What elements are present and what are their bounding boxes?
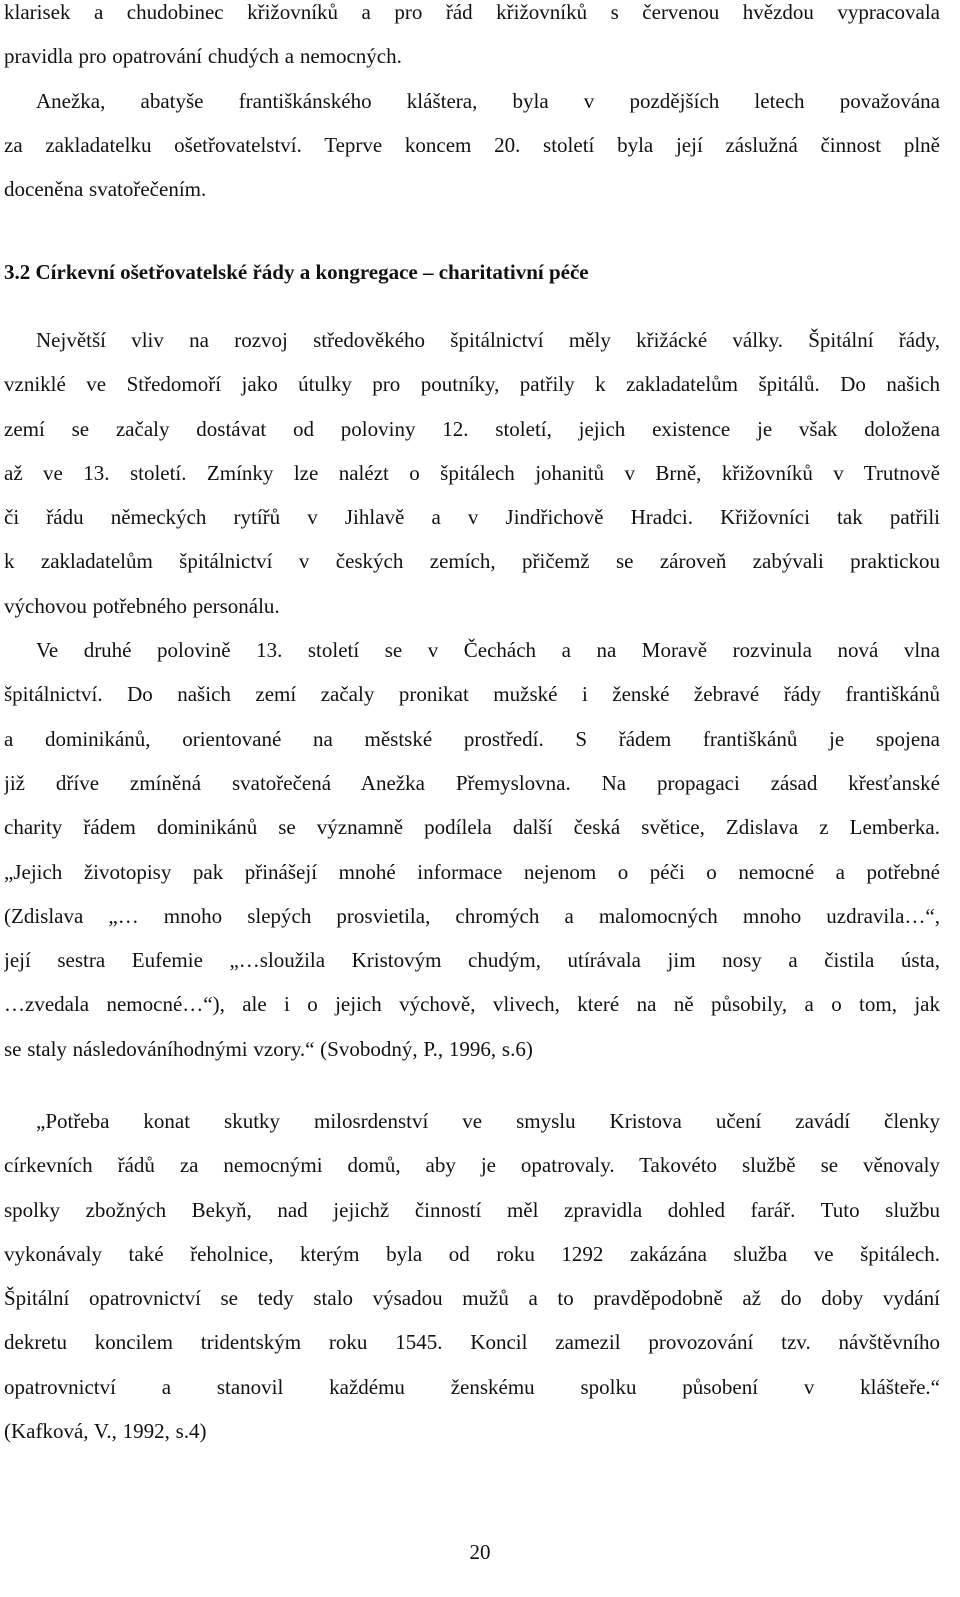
- text-line: Ve druhé polovině 13. století se v Čechách a na Moravě rozvinula nová vlna: [36, 638, 940, 663]
- paragraph-2: [4, 79, 940, 212]
- text-line: Anežka, abatyše františkánského kláštera, byla v pozdějších letech považována: [36, 88, 940, 113]
- page-number: 20: [469, 1540, 491, 1564]
- text-line: za zakladatelku ošetřovatelství. Teprve koncem 20. století byla její záslužná činnost plně: [4, 132, 940, 157]
- text-line: (Zdislava „… mnoho slepých prosvietila, chromých a malomocných mnoho uzdravila…“,: [4, 903, 940, 928]
- text-line: pravidla pro opatrování chudých a nemocných.: [4, 44, 402, 69]
- paragraph-1: [4, 0, 940, 79]
- paragraph-3: [4, 318, 940, 628]
- section-heading: 3.2 Církevní ošetřovatelské řády a kongregace – charitativní péče: [4, 260, 589, 284]
- text-line: již dříve zmíněná svatořečená Anežka Přemyslovna. Na propagaci zásad křesťanské: [4, 770, 940, 795]
- text-line: …zvedala nemocné…“), ale i o jejich výchově, vlivech, které na ně působily, a o tom, jak: [4, 992, 940, 1017]
- text-line: charity řádem dominikánů se významně podílela další česká světice, Zdislava z Lemberka.: [4, 815, 940, 840]
- text-line: vykonávaly také řeholnice, kterým byla od roku 1292 zakázána služba ve špitálech.: [4, 1241, 940, 1266]
- text-line: její sestra Eufemie „…sloužila Kristovým chudým, utírávala jim nosy a čistila ústa,: [4, 948, 940, 973]
- text-line: klarisek a chudobinec křižovníků a pro řád křižovníků s červenou hvězdou vypracovala: [4, 0, 940, 24]
- text-line: až ve 13. století. Zmínky lze nalézt o špitálech johanitů v Brně, křižovníků v Trutnově: [4, 460, 940, 485]
- text-line: špitálnictví. Do našich zemí začaly pronikat mužské i ženské žebravé řády františkánů: [4, 682, 940, 707]
- quote-section: [4, 1099, 940, 1453]
- text-line: k zakladatelům špitálnictví v českých zemích, přičemž se zároveň zabývali praktickou: [4, 549, 940, 574]
- text-line: se staly následováníhodnými vzory.“ (Svobodný, P., 1996, s.6): [4, 1036, 533, 1061]
- body-section: [4, 318, 940, 1071]
- text-line: opatrovnictví a stanovil každému ženskému spolku působení v klášteře.“: [4, 1374, 940, 1399]
- text-line: „Potřeba konat skutky milosrdenství ve smyslu Kristova učení zavádí členky: [36, 1109, 940, 1133]
- intro-section: [4, 0, 940, 211]
- text-line: (Kafková, V., 1992, s.4): [4, 1419, 207, 1444]
- text-line: výchovou potřebného personálu.: [4, 593, 280, 618]
- text-line: a dominikánů, orientované na městské prostředí. S řádem františkánů je spojena: [4, 726, 940, 751]
- text-line: Největší vliv na rozvoj středověkého špitálnictví měly křižácké války. Špitální řády,: [36, 328, 940, 352]
- paragraph-5: [4, 1099, 940, 1453]
- text-line: dekretu koncilem tridentským roku 1545. Koncil zamezil provozování tzv. návštěvního: [4, 1330, 940, 1355]
- text-line: „Jejich životopisy pak přinášejí mnohé informace nejenom o péči o nemocné a potřebné: [4, 859, 940, 884]
- text-line: církevních řádů za nemocnými domů, aby je opatrovaly. Takovéto službě se věnovaly: [4, 1153, 940, 1178]
- text-line: vzniklé ve Středomoří jako útulky pro poutníky, patřily k zakladatelům špitálů. Do našich: [4, 372, 940, 397]
- text-line: či řádu německých rytířů v Jihlavě a v Jindřichově Hradci. Křižovníci tak patřili: [4, 505, 940, 530]
- text-line: zemí se začaly dostávat od poloviny 12. století, jejich existence je však doložena: [4, 416, 940, 441]
- text-line: spolky zbožných Bekyň, nad jejichž činností měl zpravidla dohled farář. Tuto službu: [4, 1197, 940, 1222]
- text-line: doceněna svatořečením.: [4, 177, 207, 202]
- paragraph-4: [4, 628, 940, 1071]
- text-line: Špitální opatrovnictví se tedy stalo výsadou mužů a to pravděpodobně až do doby vydání: [4, 1286, 940, 1311]
